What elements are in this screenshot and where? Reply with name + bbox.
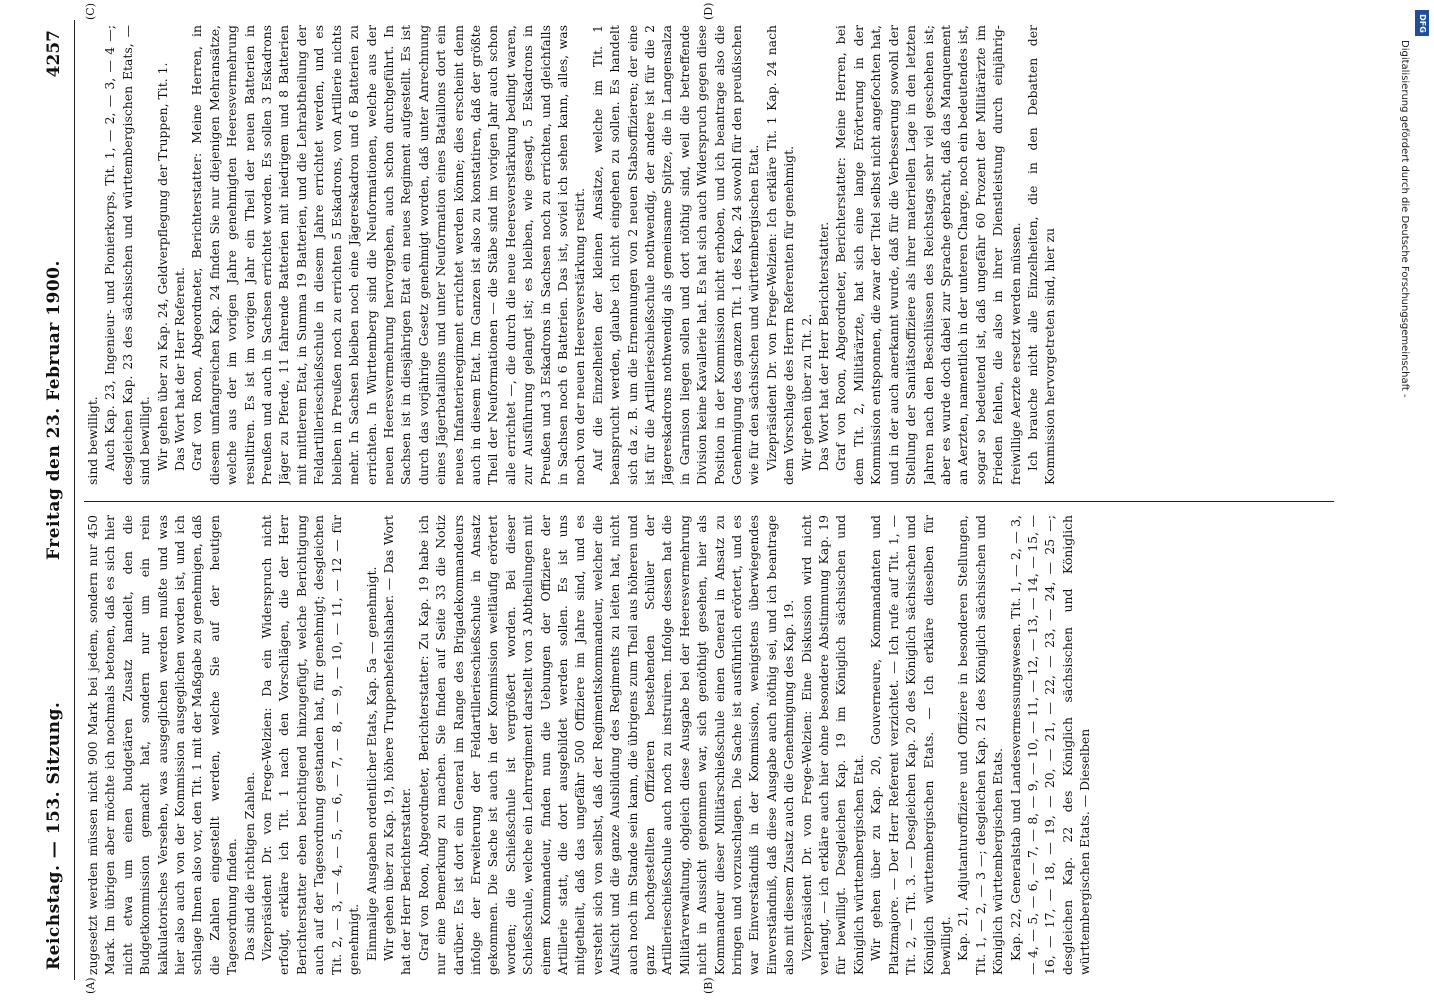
header-rule <box>74 20 75 980</box>
paragraph: Das Wort hat der Herr Referent. <box>172 267 188 471</box>
paragraph: Ich brauche nicht alle Einzelheiten, die in den Debatten der Kommission hervorgetreten sind, hier zu <box>1024 25 1058 485</box>
text-column-left <box>84 515 1344 975</box>
margin-marker-d: (D) <box>702 2 715 20</box>
document-page <box>22 0 1382 1000</box>
paragraph: zugesetzt werden müssen nicht 900 Mark bei jedem, sondern nur 450 Mark. Im übrigen aber möchte ich nochmals betonen, daß es sich hier nicht etwa um einen budgetären Zusatz handelt, den die Budgetkommission gemacht hat, sondern nur um ein rein kalkulatorisches Versehen, was ausgeglichen werden mußte und was hier also auch von der Kommission ausgeglichen worden ist, und ich schlage Ihnen also vor, den Tit. 1 mit der Maßgabe zu genehmigen, daß die Zahlen eingestellt werden, welche Sie auf der heutigen Tagesordnung finden. <box>85 515 240 975</box>
dfg-logo: DFG <box>1415 10 1429 36</box>
page-header <box>44 0 70 1000</box>
paragraph: Vizepräsident Dr. von Frege-Welzien: Eine Diskussion wird nicht verlangt, — ich erkläre auch hier ohne besondere Abstimmung Kap. 19 für bewilligt. Desgleichen Kap. 19 im Königlich sächsischen und Königlich württembergischen Etat. <box>798 515 866 975</box>
margin-marker-a: (A) <box>84 977 97 994</box>
text-column-right <box>84 25 1344 485</box>
paragraph: Kap. 21, Adjutanturoffiziere und Offiziere in besonderen Stellungen, Tit. 1, — 2, — 3 —; desgleichen Kap. 21 des Königlich sächsischen und Königlich württembergischen Etats. <box>955 515 1006 975</box>
margin-marker-b: (B) <box>702 977 715 994</box>
paragraph: Einmalige Ausgaben ordentlicher Etats, Kap. 5a — genehmigt. <box>363 566 379 961</box>
paragraph: Auch Kap. 23, Ingenieur- und Pionierkorps, Tit. 1, — 2, — 3, — 4 —; desgleichen Kap. 23 des sächsischen und württembergischen Etats, — sind bewilligt. <box>102 25 153 485</box>
paragraph: Graf von Roon, Abgeordneter, Berichterstatter: Meine Herren, bei dem Tit. 2, Militärärzte, hat sich eine lange Erörterung in der Kommission entsponnen, die zwar der Titel selbst nicht angefochten hat, und in der auch anerkannt wurde, daß für die Verbesserung sowohl der Stellung der Sanitätsoffiziere als ihrer materiellen Lage in den letzten Jahren nach den Beschlüssen des Reichstags sehr viel geschehen ist; aber es wurde doch dabei zur Sprache gebracht, daß das Manquement an Aerzten, namentlich in der unteren Charge, noch ein bedeutendes ist, sogar so bedeutend ist, daß ungefähr 60 Prozent der Militärärzte im Frieden fehlen, die also in ihrer Dienstleistung durch einjährig-freiwillige Aerzte ersetzt werden müssen. <box>833 25 1023 485</box>
paragraph: Wir gehen über zu Tit. 2. <box>798 313 814 471</box>
paragraph: Wir gehen über zu Kap. 19, höhere Truppenbefehlshaber. — Das Wort hat der Herr Berichterstatter. <box>380 515 414 975</box>
paragraph: Graf von Roon, Abgeordneter, Berichterstatter: Meine Herren, in diesem umfangreichen Kap. 24 finden Sie nur diejenigen Mehransätze, welche aus der im vorigen Jahre genehmigten Heeresvermehrung resultiren. Es ist im vorigen Jahr ein Theil der neuen Batterien in Preußen und auch in Sachsen errichtet worden. Es sollen 3 Eskadrons Jäger zu Pferde, 11 fahrende Batterien mit niedrigem und 8 Batterien mit mittlerem Etat, in Summa 19 Batterien, und die Lehrabtheilung der Feldartillerieschießschule in diesem Jahre errichtet werden, und es bleiben in Preußen noch zu errichten 5 Eskadrons, von Artillerie nichts mehr. In Sachsen bleiben noch eine Jägereskadron und 6 Batterien zu errichten. In Württemberg sind die Neuformationen, welche aus der neuen Heeresvermehrung hervorgehen, auch schon durchgeführt. In Sachsen ist in diesjährigen Etat ein neues Regiment aufgestellt. Es ist durch das vorjährige Gesetz genehmigt worden, daß unter Anrechnung eines Jägerbataillons und unter Neuformation eines Bataillons dort ein neues Infanterieregiment errichtet werden könne; dies erscheint denn auch in diesem Etat. Im Ganzen ist also zu konstatiren, daß der größte Theil der Neuformationen — die Stäbe sind im vorigen Jahr auch schon alle errichtet —, die durch die neue Heeresverstärkung bedingt waren, zur Ausführung gelangt ist; es bleiben, wie gesagt, 5 Eskadrons in Preußen und 3 Eskadrons in Sachsen noch zu errichten, und gleichfalls in Sachsen noch 6 Batterien. Das ist, soviel ich sehen kann, alles, was noch von der neuen Heeresverstärkung restirt. <box>189 25 588 485</box>
paragraph: Wir gehen über zu Kap. 24, Geldverpflegung der Truppen, Tit. 1. <box>154 62 170 471</box>
paragraph: Graf von Roon, Abgeordneter, Berichterstatter: Zu Kap. 19 habe ich nur eine Bemerkung zu machen. Sie finden auf Seite 33 die Notiz darüber. Es ist dort ein General im Range des Brigadekommandeurs infolge der Erweiterung der Feldartillerieschießschule in Ansatz gekommen. Die Sache ist auch in der Kommission weitläufig erörtert worden; die Schießschule ist vergrößert worden. Bei dieser Schießschule, welche ein Lehrregiment darstellt von 3 Abtheilungen mit einem Kommandeur, finden nun die Uebungen der Offiziere der Artillerie statt, die dort ausgebildet werden sollen. Es ist uns mitgetheilt, daß das ungefähr 500 Offiziere im Jahre sind, und es versteht sich von selbst, daß der Regimentskommandeur, welcher die Aufsicht und die ganze Ausbildung des Regiments zu leiten hat, nicht auch noch im Stande sein kann, die übrigens zum Theil aus höheren und ganz hochgestellten Offizieren bestehenden Schüler der Artillerieschießschule auch noch zu instruiren. Infolge dessen hat die Militärverwaltung, obgleich diese Ausgabe bei der Heeresvermehrung nicht in Aussicht genommen war, sich genöthigt gesehen, hier als Kommandeur dieser Militärschießschule einen General in Ansatz zu bringen und vorzuschlagen. Die Sache ist ausführlich erörtert, und es war Einverständniß in der Kommission, wenigstens überwiegendes Einverständniß, daß diese Ausgabe auch nöthig sei, und ich beantrage also mit diesem Zusatz auch die Genehmigung des Kap. 19. <box>415 515 797 975</box>
paragraph: Auf die Einzelheiten der kleinen Ansätze, welche im Tit. 1 beansprucht werden, glaube ich nicht eingehen zu sollen. Es handelt sich da z. B. um die Ernennungen von 2 neuen Stabsoffizieren; der eine ist für die Artillerieschießschule nothwendig, der andere ist für die 2 Jägereskadrons nothwendig als gemeinsame Spitze, die in Langensalza in Garnison liegen sollen und dort nöthig sind, weil die betreffende Division keine Kavallerie hat. Es hat sich auch Widerspruch gegen diese Position in der Kommission nicht erhoben, und ich beantrage also die Genehmigung des ganzen Tit. 1 des Kap. 24 sowohl für den preußischen wie für den sächsischen und württembergischen Etat. <box>589 25 762 485</box>
header-date: Freitag den 23. Februar 1900. <box>44 260 64 560</box>
paragraph: Vizepräsident Dr. von Frege-Welzien: Da ein Widerspruch nicht erfolgt, erkläre ich Tit. 1 nach den Vorschlägen, die der Herr Berichterstatter eben berichtigend hinzugefügt, welche Berichtigung auch auf der Tagesordnung gestanden hat, für genehmigt; desgleichen Tit. 2, — 3, — 4, — 5, — 6, — 7, — 8, — 9, — 10, — 11, — 12 — für genehmigt. <box>259 515 362 975</box>
column-divider <box>84 501 1334 502</box>
page-number: 4257 <box>44 30 64 78</box>
paragraph: sind bewilligt. <box>85 396 100 485</box>
digitization-note: Digitalisierung gefördert durch die Deutsche Forschungsgemeinschaft - <box>1399 40 1410 398</box>
paragraph: Kap. 22, Generalstab und Landesvermessungswesen. Tit. 1, — 2, — 3, — 4, — 5, — 6, — 7, — 8, — 9, — 10, — 11, — 12, — 13, — 14, — 15, — 16, — 17, — 18, — 19, — 20, — 21, — 22, — 23, — 24, — 25 —; desgleichen Kap. 22 des Königlich sächsischen und Königlich württembergischen Etats. — Dieselben <box>1007 515 1093 975</box>
paragraph: Das sind die richtigen Zahlen. <box>241 771 257 961</box>
header-title: Reichstag. — 153. Sitzung. <box>44 701 64 970</box>
paragraph: Das Wort hat der Herr Berichterstatter. <box>816 221 832 471</box>
paragraph: Wir gehen über zu Kap. 20, Gouverneure, Kommandanten und Platzmajore. — Der Herr Referent verzichtet. — Ich rufe auf Tit. 1, — Tit. 2, — Tit. 3. — Desgleichen Kap. 20 des Königlich sächsischen und Königlich württembergischen Etats. — Ich erkläre dieselben für bewilligt. <box>868 515 953 975</box>
margin-marker-c: (C) <box>84 3 97 20</box>
paragraph: Vizepräsident Dr. von Frege-Welzien: Ich erkläre Tit. 1 Kap. 24 nach dem Vorschlage des Herrn Referenten für genehmigt. <box>763 25 797 485</box>
